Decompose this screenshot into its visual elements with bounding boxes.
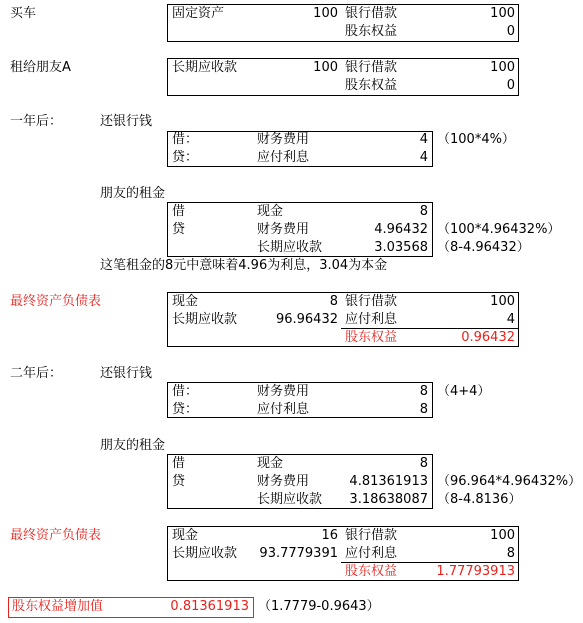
balance-sheet-title-year2: 最终资产负债表	[10, 528, 102, 543]
cell: 贷	[172, 474, 186, 489]
cell: 96.96432	[275, 312, 338, 327]
subsection-title-repay-bank: 还银行钱	[100, 114, 153, 129]
cell: 财务费用	[257, 474, 310, 489]
cell: 100	[313, 60, 338, 75]
cell: 0	[506, 24, 515, 39]
subsection-title-repay-bank: 还银行钱	[100, 366, 153, 381]
cell: 银行借款	[345, 6, 398, 21]
cell: 股东权益	[345, 330, 398, 345]
cell: 长期应收款	[172, 60, 238, 75]
cell: 8	[419, 456, 428, 471]
cell: 8	[419, 204, 428, 219]
cell: 借：	[172, 384, 199, 399]
formula-note: （100*4%）	[437, 132, 515, 147]
formula-note: （8-4.96432）	[437, 240, 530, 255]
cell: 现金	[172, 294, 199, 309]
cell: 股东权益	[345, 78, 398, 93]
cell: 3.18638087	[349, 492, 428, 507]
formula-note: （8-4.8136）	[437, 492, 522, 507]
formula-note: （100*4.96432%）	[437, 222, 561, 237]
cell: 长期应收款	[172, 546, 238, 561]
cell: 现金	[257, 456, 284, 471]
section-title-lease: 租给朋友A	[10, 60, 71, 75]
cell: 银行借款	[345, 528, 398, 543]
cell: 8	[419, 384, 428, 399]
cell: 100	[490, 6, 515, 21]
explanation-text: 这笔租金的8元中意味着4.96为利息，3.04为本金	[100, 258, 388, 273]
cell: 4.81361913	[349, 474, 428, 489]
cell: 3.03568	[374, 240, 428, 255]
cell: 应付利息	[345, 312, 398, 327]
cell: 贷	[172, 222, 186, 237]
cell: 财务费用	[257, 132, 310, 147]
cell: 固定资产	[172, 6, 225, 21]
cell: 财务费用	[257, 222, 310, 237]
cell: 财务费用	[257, 384, 310, 399]
cell: 应付利息	[345, 546, 398, 561]
cell: 1.77793913	[436, 564, 515, 579]
cell: 4	[419, 132, 428, 147]
cell: 借	[172, 456, 186, 471]
cell: 银行借款	[345, 60, 398, 75]
cell: 股东权益	[345, 564, 398, 579]
cell: 100	[490, 60, 515, 75]
cell: 0	[506, 78, 515, 93]
balance-sheet-title-year1: 最终资产负债表	[10, 294, 102, 309]
section-title-year2: 二年后：	[10, 366, 63, 381]
section-title-buy-car: 买车	[10, 6, 37, 21]
cell: 现金	[172, 528, 199, 543]
cell: 100	[313, 6, 338, 21]
cell: 借：	[172, 132, 199, 147]
section-title-year1: 一年后：	[10, 114, 63, 129]
cell: 应付利息	[257, 402, 310, 417]
cell: 0.96432	[461, 330, 515, 345]
cell: 应付利息	[257, 150, 310, 165]
cell: 贷：	[172, 402, 199, 417]
cell: 8	[506, 546, 515, 561]
equity-increase-formula: （1.7779-0.9643）	[258, 599, 380, 614]
cell: 8	[419, 402, 428, 417]
cell: 长期应收款	[257, 492, 323, 507]
cell: 银行借款	[345, 294, 398, 309]
cell: 长期应收款	[257, 240, 323, 255]
cell: 股东权益	[345, 24, 398, 39]
cell: 现金	[257, 204, 284, 219]
formula-note: （4+4）	[437, 384, 491, 399]
equity-increase-label: 股东权益增加值	[12, 599, 104, 614]
cell: 100	[490, 294, 515, 309]
cell: 4	[506, 312, 515, 327]
cell: 93.7779391	[259, 546, 338, 561]
cell: 8	[329, 294, 338, 309]
cell: 贷：	[172, 150, 199, 165]
cell: 4.96432	[374, 222, 428, 237]
cell: 16	[321, 528, 338, 543]
subsection-title-rent: 朋友的租金	[100, 186, 166, 201]
formula-note: （96.964*4.96432%）	[437, 474, 582, 489]
cell: 借	[172, 204, 186, 219]
subsection-title-rent: 朋友的租金	[100, 438, 166, 453]
equity-increase-value: 0.81361913	[170, 599, 249, 614]
cell: 4	[419, 150, 428, 165]
cell: 100	[490, 528, 515, 543]
cell: 长期应收款	[172, 312, 238, 327]
